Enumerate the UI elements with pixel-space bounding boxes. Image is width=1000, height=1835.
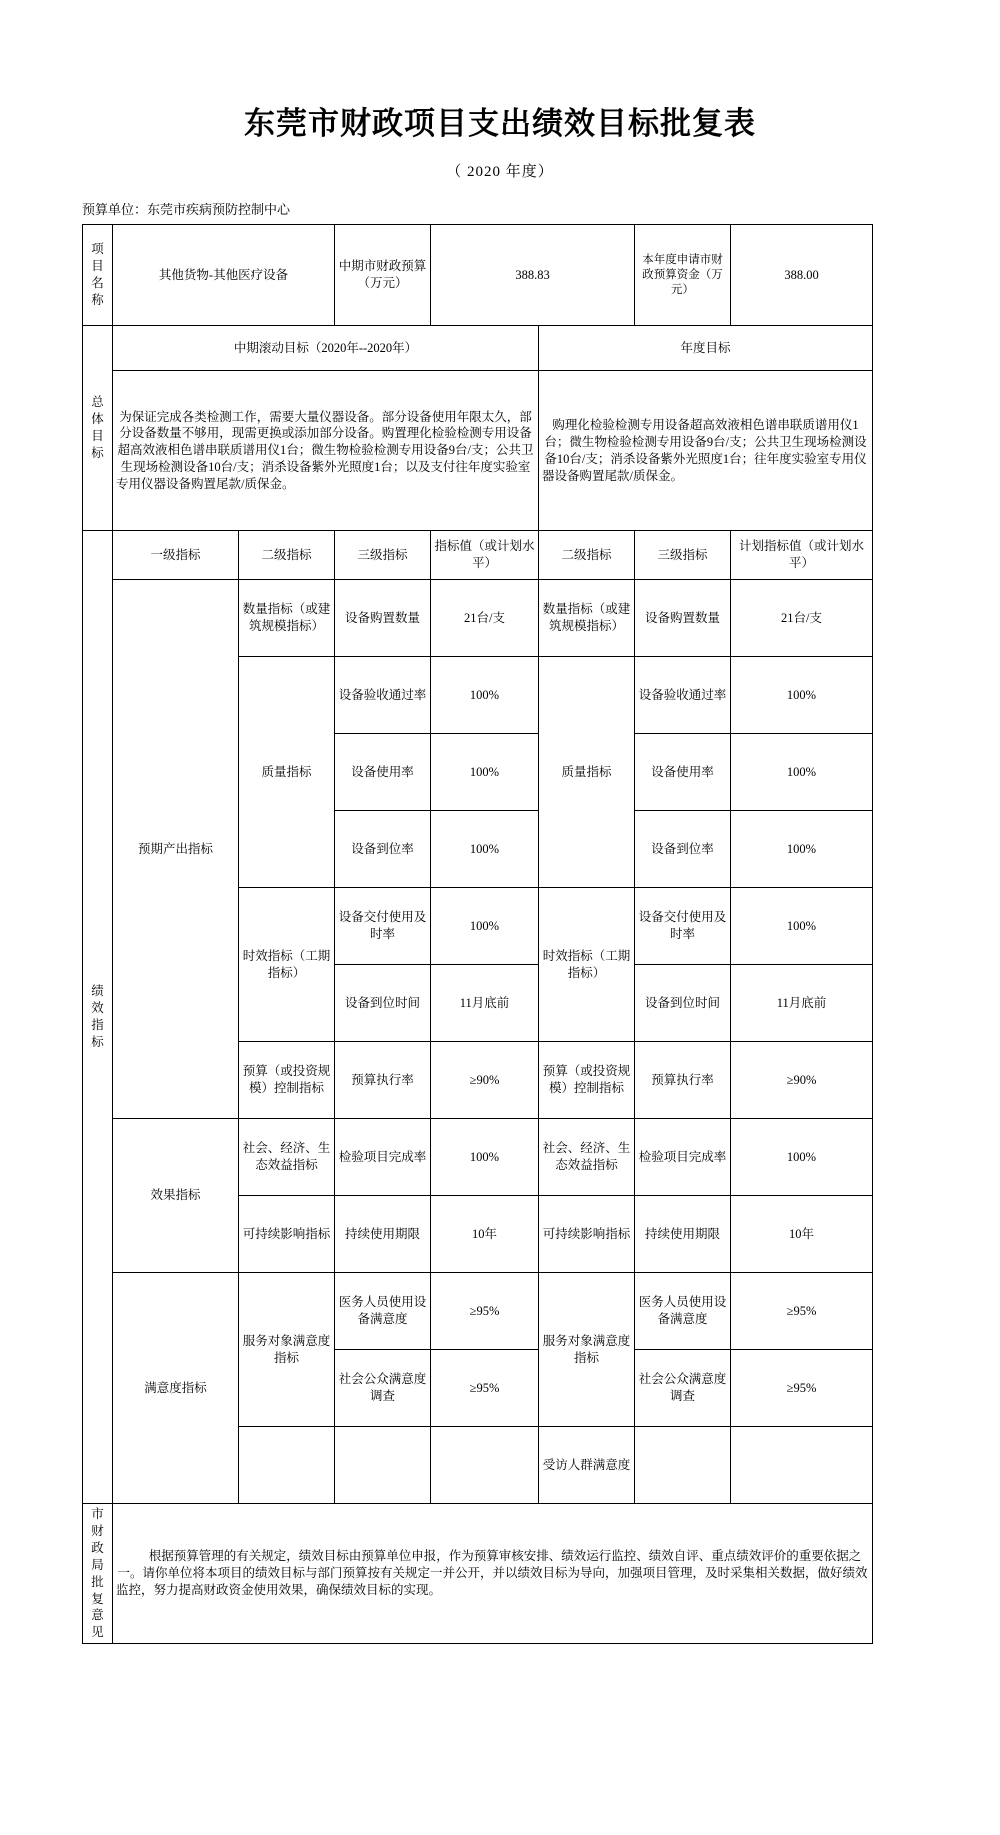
page-title: 东莞市财政项目支出绩效目标批复表 — [244, 106, 756, 141]
level3-year — [635, 1427, 731, 1504]
annual-objective-text: 购理化检验检测专用设备超高效液相色谱串联质谱用仪1台；微生物检验检测专用设备9台/支；公共卫生现场检测设备10台/支；消杀设备紫外光照度1台；往年度实验室专用仪器设备购置尾款/质保金。 — [539, 371, 873, 531]
table-row — [83, 1119, 873, 1196]
level3-mid: 设备使用率 — [335, 734, 431, 811]
table-row-approval — [83, 1504, 873, 1644]
level3-mid: 设备验收通过率 — [335, 657, 431, 734]
header-level3-midterm: 三级指标 — [335, 531, 431, 580]
level3-year: 社会公众满意度调查 — [635, 1350, 731, 1427]
value-year: 11月底前 — [731, 965, 873, 1042]
level2-quantity-year: 数量指标（或建筑规模指标） — [539, 580, 635, 657]
header-value-midterm: 指标值（或计划水平） — [431, 531, 539, 580]
table-row-project — [83, 225, 873, 326]
table-row — [83, 1273, 873, 1350]
level3-year: 设备使用率 — [635, 734, 731, 811]
page-subtitle: （ 2020 年度） — [446, 164, 554, 181]
level2-sustainable-mid: 可持续影响指标 — [239, 1196, 335, 1273]
level2-budget-control-mid: 预算（或投资规模）控制指标 — [239, 1042, 335, 1119]
value-mid: 10年 — [431, 1196, 539, 1273]
value-year — [731, 1427, 873, 1504]
table-row — [83, 580, 873, 657]
level2-benefit-mid: 社会、经济、生态效益指标 — [239, 1119, 335, 1196]
level3-year: 设备交付使用及时率 — [635, 888, 731, 965]
value-mid: ≥95% — [431, 1350, 539, 1427]
level2-empty-mid — [239, 1427, 335, 1504]
value-year: 21台/支 — [731, 580, 873, 657]
approval-opinion-paragraph: 根据预算管理的有关规定，绩效目标由预算单位申报，作为预算审核安排、绩效运行监控、绩效自评、重点绩效评价的重要依据之一。请你单位将本项目的绩效目标与部门预算按有关规定一并公开，并以绩效目标为导向，加强项目管理，及时采集相关数据，做好绩效监控，努力提高财政资金使用效果，确保绩效目标的实现。 — [116, 1549, 868, 1598]
value-year: ≥95% — [731, 1273, 873, 1350]
header-level3-annual: 三级指标 — [635, 531, 731, 580]
annual-objective-header: 年度目标 — [539, 326, 873, 371]
value-year: ≥95% — [731, 1350, 873, 1427]
level3-mid: 医务人员使用设备满意度 — [335, 1273, 431, 1350]
level1-effect-indicator: 效果指标 — [113, 1119, 239, 1273]
value-year: 100% — [731, 657, 873, 734]
midterm-objective-header: 中期滚动目标（2020年--2020年） — [113, 326, 539, 371]
level3-year: 设备验收通过率 — [635, 657, 731, 734]
level1-satisfaction-indicator: 满意度指标 — [113, 1273, 239, 1504]
table-row-objectives-text — [83, 371, 873, 531]
value-mid: 100% — [431, 811, 539, 888]
value-mid: 100% — [431, 1119, 539, 1196]
header-level1: 一级指标 — [113, 531, 239, 580]
value-year: 100% — [731, 734, 873, 811]
level3-mid: 设备到位时间 — [335, 965, 431, 1042]
level3-year: 持续使用期限 — [635, 1196, 731, 1273]
level2-quantity-mid: 数量指标（或建筑规模指标） — [239, 580, 335, 657]
level3-mid: 社会公众满意度调查 — [335, 1350, 431, 1427]
project-name-label: 项目名称 — [83, 225, 113, 326]
level3-mid: 设备交付使用及时率 — [335, 888, 431, 965]
value-year: 10年 — [731, 1196, 873, 1273]
performance-indicator-label: 绩效指标 — [83, 531, 113, 1504]
midterm-budget-value: 388.83 — [431, 225, 635, 326]
level3-mid — [335, 1427, 431, 1504]
header-level2-annual: 二级指标 — [539, 531, 635, 580]
level3-mid: 预算执行率 — [335, 1042, 431, 1119]
value-mid: 100% — [431, 657, 539, 734]
overall-objective-label: 总体目标 — [83, 326, 113, 531]
level2-timeliness-year: 时效指标（工期指标） — [539, 888, 635, 1042]
value-year: 100% — [731, 811, 873, 888]
level3-year: 设备购置数量 — [635, 580, 731, 657]
level3-mid: 设备购置数量 — [335, 580, 431, 657]
level2-quality-year: 质量指标 — [539, 657, 635, 888]
value-year: 100% — [731, 888, 873, 965]
level3-mid: 检验项目完成率 — [335, 1119, 431, 1196]
current-year-budget-label: 本年度申请市财政预算资金（万元） — [635, 225, 731, 326]
level2-sustainable-year: 可持续影响指标 — [539, 1196, 635, 1273]
header-level2-midterm: 二级指标 — [239, 531, 335, 580]
level2-quality-mid: 质量指标 — [239, 657, 335, 888]
level3-year: 医务人员使用设备满意度 — [635, 1273, 731, 1350]
value-year: 100% — [731, 1119, 873, 1196]
level1-output-indicator: 预期产出指标 — [113, 580, 239, 1119]
approval-opinion-text — [113, 1504, 873, 1644]
midterm-objective-text: 为保证完成各类检测工作，需要大量仪器设备。部分设备使用年限太久，部分设备数量不够用，现需更换或添加部分设备。购置理化检验检测专用设备超高效液相色谱串联质谱用仪1台；微生物检验检测专用设备9台/支；公共卫生现场检测设备10台/支；消杀设备紫外光照度1台；以及支付往年度实验室专用仪器设备购置尾款/质保金。 — [113, 371, 539, 531]
current-year-budget-value: 388.00 — [731, 225, 873, 326]
level3-year: 设备到位率 — [635, 811, 731, 888]
value-mid: 11月底前 — [431, 965, 539, 1042]
level2-budget-control-year: 预算（或投资规模）控制指标 — [539, 1042, 635, 1119]
level3-year: 设备到位时间 — [635, 965, 731, 1042]
table-row-objectives-header — [83, 326, 873, 371]
value-mid: ≥90% — [431, 1042, 539, 1119]
level2-service-target-mid: 服务对象满意度指标 — [239, 1273, 335, 1427]
level3-year: 检验项目完成率 — [635, 1119, 731, 1196]
level3-mid: 设备到位率 — [335, 811, 431, 888]
table-row-indicator-headers — [83, 531, 873, 580]
level3-mid: 持续使用期限 — [335, 1196, 431, 1273]
project-name-value: 其他货物-其他医疗设备 — [113, 225, 335, 326]
header-value-annual: 计划指标值（或计划水平） — [731, 531, 873, 580]
value-mid: 100% — [431, 734, 539, 811]
value-mid — [431, 1427, 539, 1504]
level2-service-target-year: 服务对象满意度指标 — [539, 1273, 635, 1427]
approval-opinion-label: 市财政局批复意见 — [83, 1504, 113, 1644]
value-mid: 21台/支 — [431, 580, 539, 657]
level2-timeliness-mid: 时效指标（工期指标） — [239, 888, 335, 1042]
level2-respondent-satisfaction-year: 受访人群满意度 — [539, 1427, 635, 1504]
level3-year: 预算执行率 — [635, 1042, 731, 1119]
value-year: ≥90% — [731, 1042, 873, 1119]
value-mid: 100% — [431, 888, 539, 965]
budget-unit-line: 预算单位：东莞市疾病预防控制中心 — [82, 202, 291, 218]
value-mid: ≥95% — [431, 1273, 539, 1350]
midterm-budget-label: 中期市财政预算（万元） — [335, 225, 431, 326]
level2-benefit-year: 社会、经济、生态效益指标 — [539, 1119, 635, 1196]
performance-goal-table — [82, 224, 873, 1644]
